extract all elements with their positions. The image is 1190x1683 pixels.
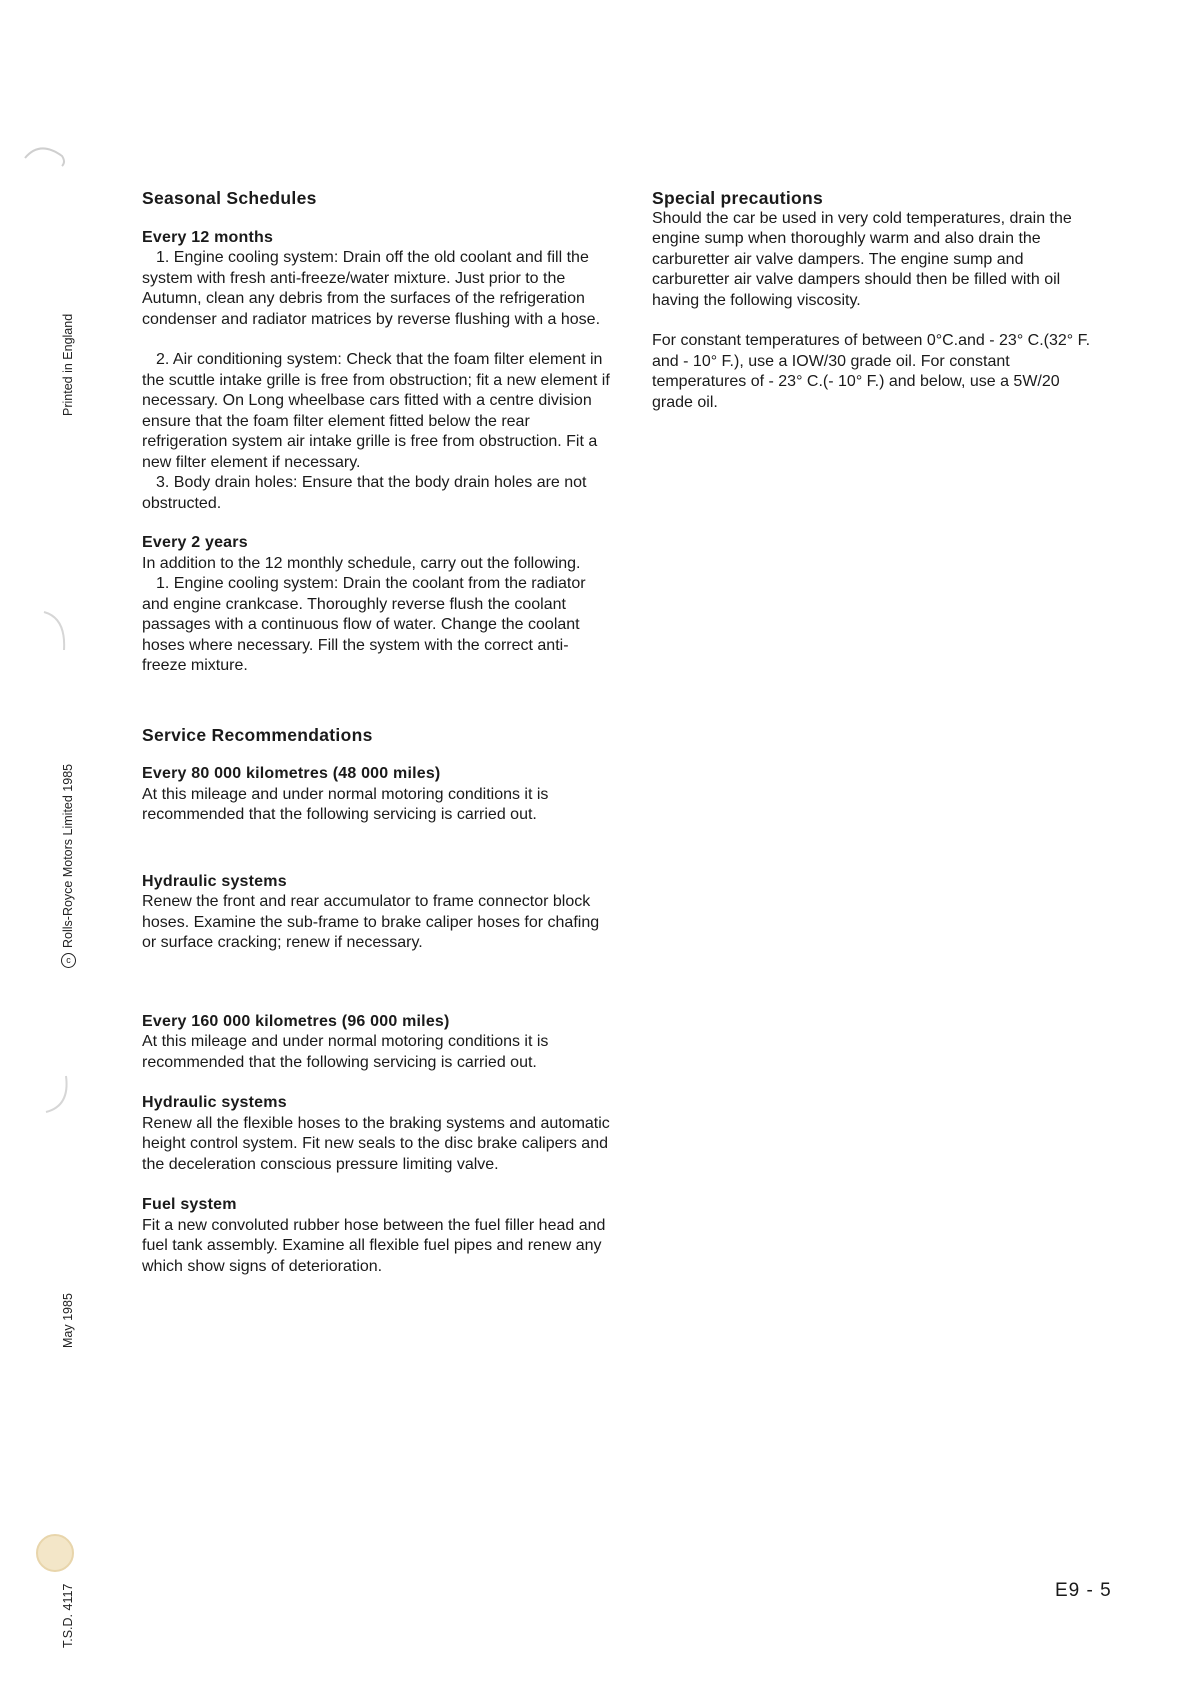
service-recommendations-heading: Service Recommendations [142, 724, 373, 745]
punch-hole-mark-middle [38, 608, 78, 658]
page-number: E9 - 5 [1055, 1580, 1112, 1601]
special-precautions-heading: Special precautions [652, 188, 824, 208]
punch-hole-mark-bottom [30, 1528, 80, 1578]
every-80000-km-section [142, 764, 612, 954]
punch-hole-mark-top [22, 140, 72, 180]
every-2-years-heading: Every 2 years [142, 534, 248, 551]
hydraulic-systems-80000-heading: Hydraulic systems [142, 872, 287, 890]
special-precautions-text-2: For constant temperatures of between 0°C.and - 23° C.(32° F. and - 10° F.), use a IOW/30 grade oil. For constant temperatures of - 23° C.(- 10° F.) and below, use a 5W/20 grade oil. [652, 332, 1091, 411]
hydraulic-systems-80000-text: Renew the front and rear accumulator to frame connector block hoses. Examine the sub-frame to brake caliper hoses for chafing or surface cracking; renew if necessary. [142, 893, 600, 951]
every-80000-km-text: At this mileage and under normal motoring conditions it is recommended that the following servicing is carried out. [142, 785, 549, 823]
every-160000-km-text: At this mileage and under normal motoring conditions it is recommended that the following servicing is carried out. [142, 1033, 549, 1071]
copyright-label [61, 764, 76, 968]
date-label: May 1985 [61, 1293, 75, 1348]
tso-label: T.S.D. 4117 [61, 1583, 75, 1648]
every-12-months-item-1: 1. Engine cooling system: Drain off the old coolant and fill the system with fresh anti-freeze/water mixture. Just prior to the Autumn, clean any debris from the surfaces of the refrigeration condenser and radiator matrices by reverse flushing with a hose. [142, 249, 601, 328]
special-precautions-text-1: Should the car be used in very cold temperatures, drain the engine sump when thoroughly warm and also drain the carburetter air valve dampers. The engine sump and carburetter air valve dampers should then be filled with oil having the following viscosity. [652, 209, 1072, 309]
every-2-years-section [142, 533, 612, 677]
punch-hole-mark-lower [36, 1070, 76, 1120]
fuel-system-text: Fit a new convoluted rubber hose between the fuel filler head and fuel tank assembly. Examine all flexible fuel pipes and renew any which show signs of deterioration. [142, 1216, 606, 1275]
printed-in-england-label: Printed in England [61, 313, 75, 416]
copyright-symbol: c [61, 953, 76, 968]
every-2-years-intro: In addition to the 12 monthly schedule, carry out the following. [142, 554, 581, 572]
every-2-years-item-1: 1. Engine cooling system: Drain the coolant from the radiator and engine crankcase. Thoroughly reverse flush the coolant passages with a continuous flow of water. Change the coolant hoses where necessary. Fill the system with the correct anti-freeze mixture. [142, 575, 586, 674]
copyright-text: Rolls-Royce Motors Limited 1985 [61, 763, 75, 948]
every-12-months-heading: Every 12 months [142, 228, 274, 246]
right-column [652, 188, 1102, 413]
every-12-months-section [142, 228, 612, 515]
hydraulic-systems-160000-text: Renew all the flexible hoses to the braking systems and automatic height control system. Fit new seals to the disc brake calipers and the deceleration conscious pressure limiting valve. [142, 1114, 610, 1173]
left-column [142, 188, 612, 1277]
every-80000-km-heading: Every 80 000 kilometres (48 000 miles) [142, 765, 441, 782]
seasonal-schedules-heading: Seasonal Schedules [142, 188, 317, 208]
hydraulic-systems-160000-heading: Hydraulic systems [142, 1094, 287, 1111]
every-160000-km-heading: Every 160 000 kilometres (96 000 miles) [142, 1012, 450, 1030]
every-12-months-item-3: 3. Body drain holes: Ensure that the body drain holes are not obstructed. [142, 474, 587, 512]
fuel-system-heading: Fuel system [142, 1196, 237, 1213]
every-160000-km-section [142, 1012, 612, 1278]
every-12-months-item-2: 2. Air conditioning system: Check that the foam filter element in the scuttle intake grille is free from obstruction; fit a new element if necessary. On Long wheelbase cars fitted with a centre division ensure that the foam filter element fitted below the rear refrigeration system air intake grille is free from obstruction. Fit a new filter element if necessary. [142, 351, 610, 471]
